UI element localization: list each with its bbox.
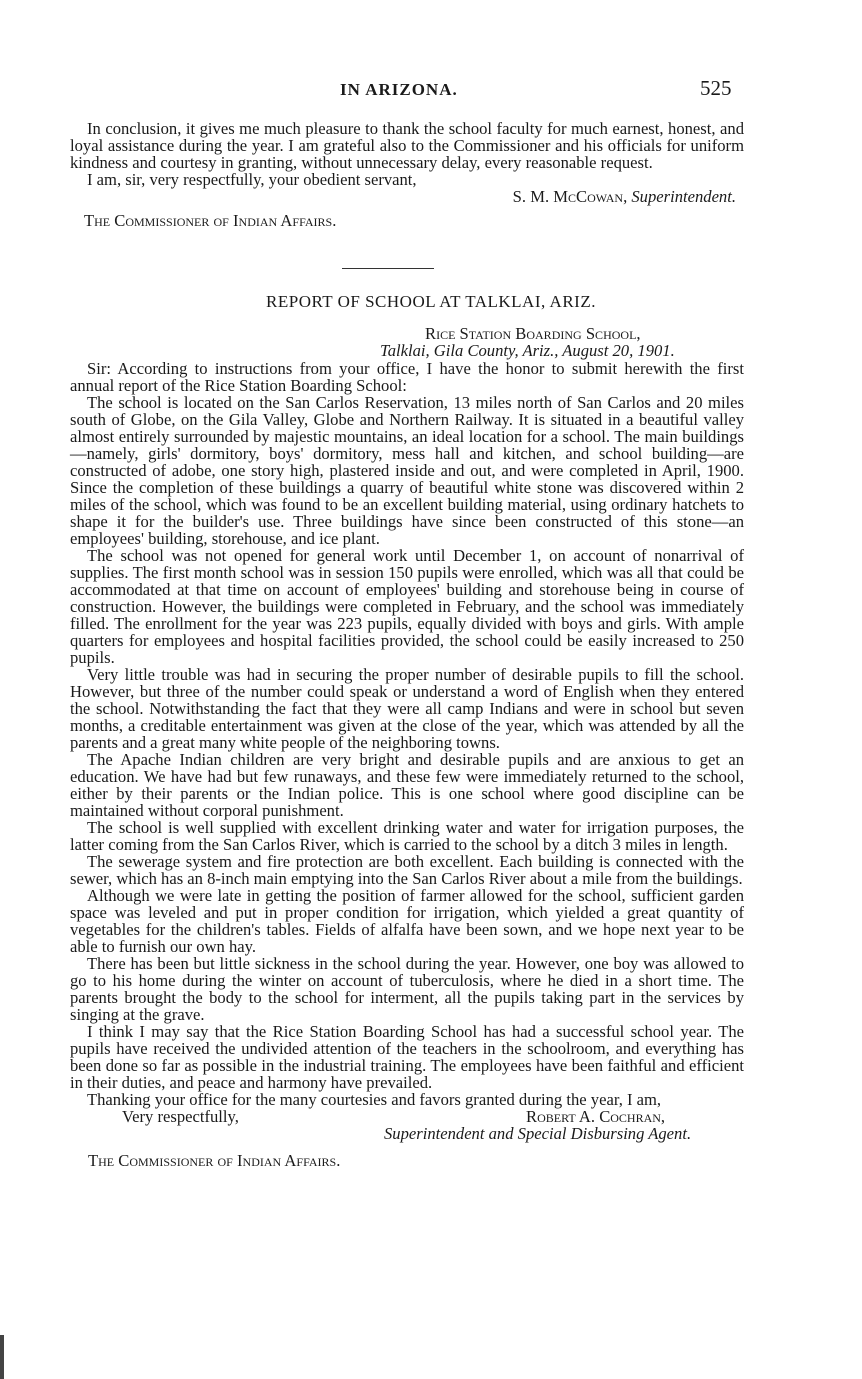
body-paragraph: Very little trouble was had in securing the proper number of desirable pupils to fill the school. However, but three of the number could speak or understand a word of English when they entered the school. Notwithstanding the fact that they were all camp Indians and were in school but seven months, a creditable entertainment was given at the close of the year, which was attended by all the parents and a great many white people of the neighboring towns. xyxy=(70,665,744,752)
scan-edge-mark xyxy=(0,1335,4,1379)
body-paragraph: Sir: According to instructions from your office, I have the honor to submit herewith the first annual report of the Rice Station Boarding School: xyxy=(70,359,744,395)
running-head: IN ARIZONA. xyxy=(340,80,458,99)
body-paragraph: The school is well supplied with excellent drinking water and water for irrigation purposes, the latter coming from the San Carlos River, which is carried to the school by a ditch 3 miles in length. xyxy=(70,818,744,854)
body-paragraph: There has been but little sickness in the school during the year. However, one boy was allowed to go to his home during the winter on account of tuberculosis, where he died in a short time. The parents brought the body to the school for interment, all the pupils taking part in the services by singing at the grave. xyxy=(70,954,744,1024)
section-divider xyxy=(342,268,434,269)
body-paragraph: Thanking your office for the many courtesies and favors granted during the year, I am, xyxy=(87,1090,662,1109)
signer-title: Superintendent and Special Disbursing Agent. xyxy=(384,1124,692,1143)
report-place-date xyxy=(70,325,744,359)
page-header xyxy=(0,76,862,106)
signature-line xyxy=(70,188,744,205)
page-number: 525 xyxy=(700,76,732,100)
body-paragraph: The school was not opened for general work until December 1, on account of nonarrival of supplies. The first month school was in session 150 pupils were enrolled, which was all that could be accommodated at that time on account of employees' building and storehouse being in course of construction. However, the buildings were completed in February, and the school was immediately filled. The enrollment for the year was 223 pupils, equally divided with boys and girls. With ample quarters for employees and hospital facilities provided, the school could be easily increased to 250 pupils. xyxy=(70,546,744,667)
signer-title: Superintendent. xyxy=(631,187,736,206)
signer-name: S. M. McCowan, xyxy=(512,187,628,206)
salutation: I am, sir, very respectfully, your obedient servant, xyxy=(87,170,417,189)
place-line-2: Talklai, Gila County, Ariz., August 20, 1901. xyxy=(380,341,675,360)
closing-paragraph: In conclusion, it gives me much pleasure to thank the school faculty for much earnest, honest, and loyal assistance during the year. I am grateful also to the Commissioner and his officials for uniform kindness and courtesy in granting, without unnecessary delay, every reasonable request. xyxy=(70,119,744,172)
addressee: The Commissioner of Indian Affairs. xyxy=(84,211,337,230)
addressee: The Commissioner of Indian Affairs. xyxy=(88,1151,341,1170)
closing-line xyxy=(70,1108,744,1125)
body-paragraph: The Apache Indian children are very bright and desirable pupils and are anxious to get an education. We have had but few runaways, and these few were immediately returned to the school, either by their parents or the Indian police. This is one school where good discipline can be maintained without corporal punishment. xyxy=(70,750,744,820)
report-body xyxy=(70,360,744,1169)
place-line-1: Rice Station Boarding School, xyxy=(425,324,641,343)
report-title: REPORT OF SCHOOL AT TALKLAI, ARIZ. xyxy=(266,292,596,311)
body-paragraph: The school is located on the San Carlos Reservation, 13 miles north of San Carlos and 20 miles south of Globe, on the Gila Valley, Globe and Northern Railway. It is situated in a beautiful valley almost entirely surrounded by majestic mountains, an ideal location for a school. The main buildings—namely, girls' dormitory, boys' dormitory, mess hall and kitchen, and school building—are constructed of adobe, one story high, plastered inside and out, and were completed in April, 1900. Since the completion of these buildings a quarry of beautiful white stone was discovered within 2 miles of the school, which was found to be an excellent building material, using ordinary hatchets to shape it for the builder's use. Three buildings have since been constructed of this stone—an employees' building, storehouse, and ice plant. xyxy=(70,393,744,548)
signer-name: Robert A. Cochran, xyxy=(526,1107,666,1126)
previous-report-closing xyxy=(70,120,744,229)
body-paragraph: I think I may say that the Rice Station Boarding School has had a successful school year. The pupils have received the undivided attention of the teachers in the schoolroom, and everything has been done so far as possible in the industrial training. The employees have been faithful and efficient in their duties, and peace and harmony have prevailed. xyxy=(70,1022,744,1092)
closing: Very respectfully, xyxy=(122,1107,239,1126)
body-paragraph: The sewerage system and fire protection are both excellent. Each building is connected with the sewer, which has an 8-inch main emptying into the San Carlos River about a mile from the buildings. xyxy=(70,852,744,888)
body-paragraph: Although we were late in getting the position of farmer allowed for the school, sufficient garden space was leveled and put in proper condition for irrigation, which yielded a great quantity of vegetables for the children's tables. Fields of alfalfa have been sown, and we hope next year to be able to furnish our own hay. xyxy=(70,886,744,956)
